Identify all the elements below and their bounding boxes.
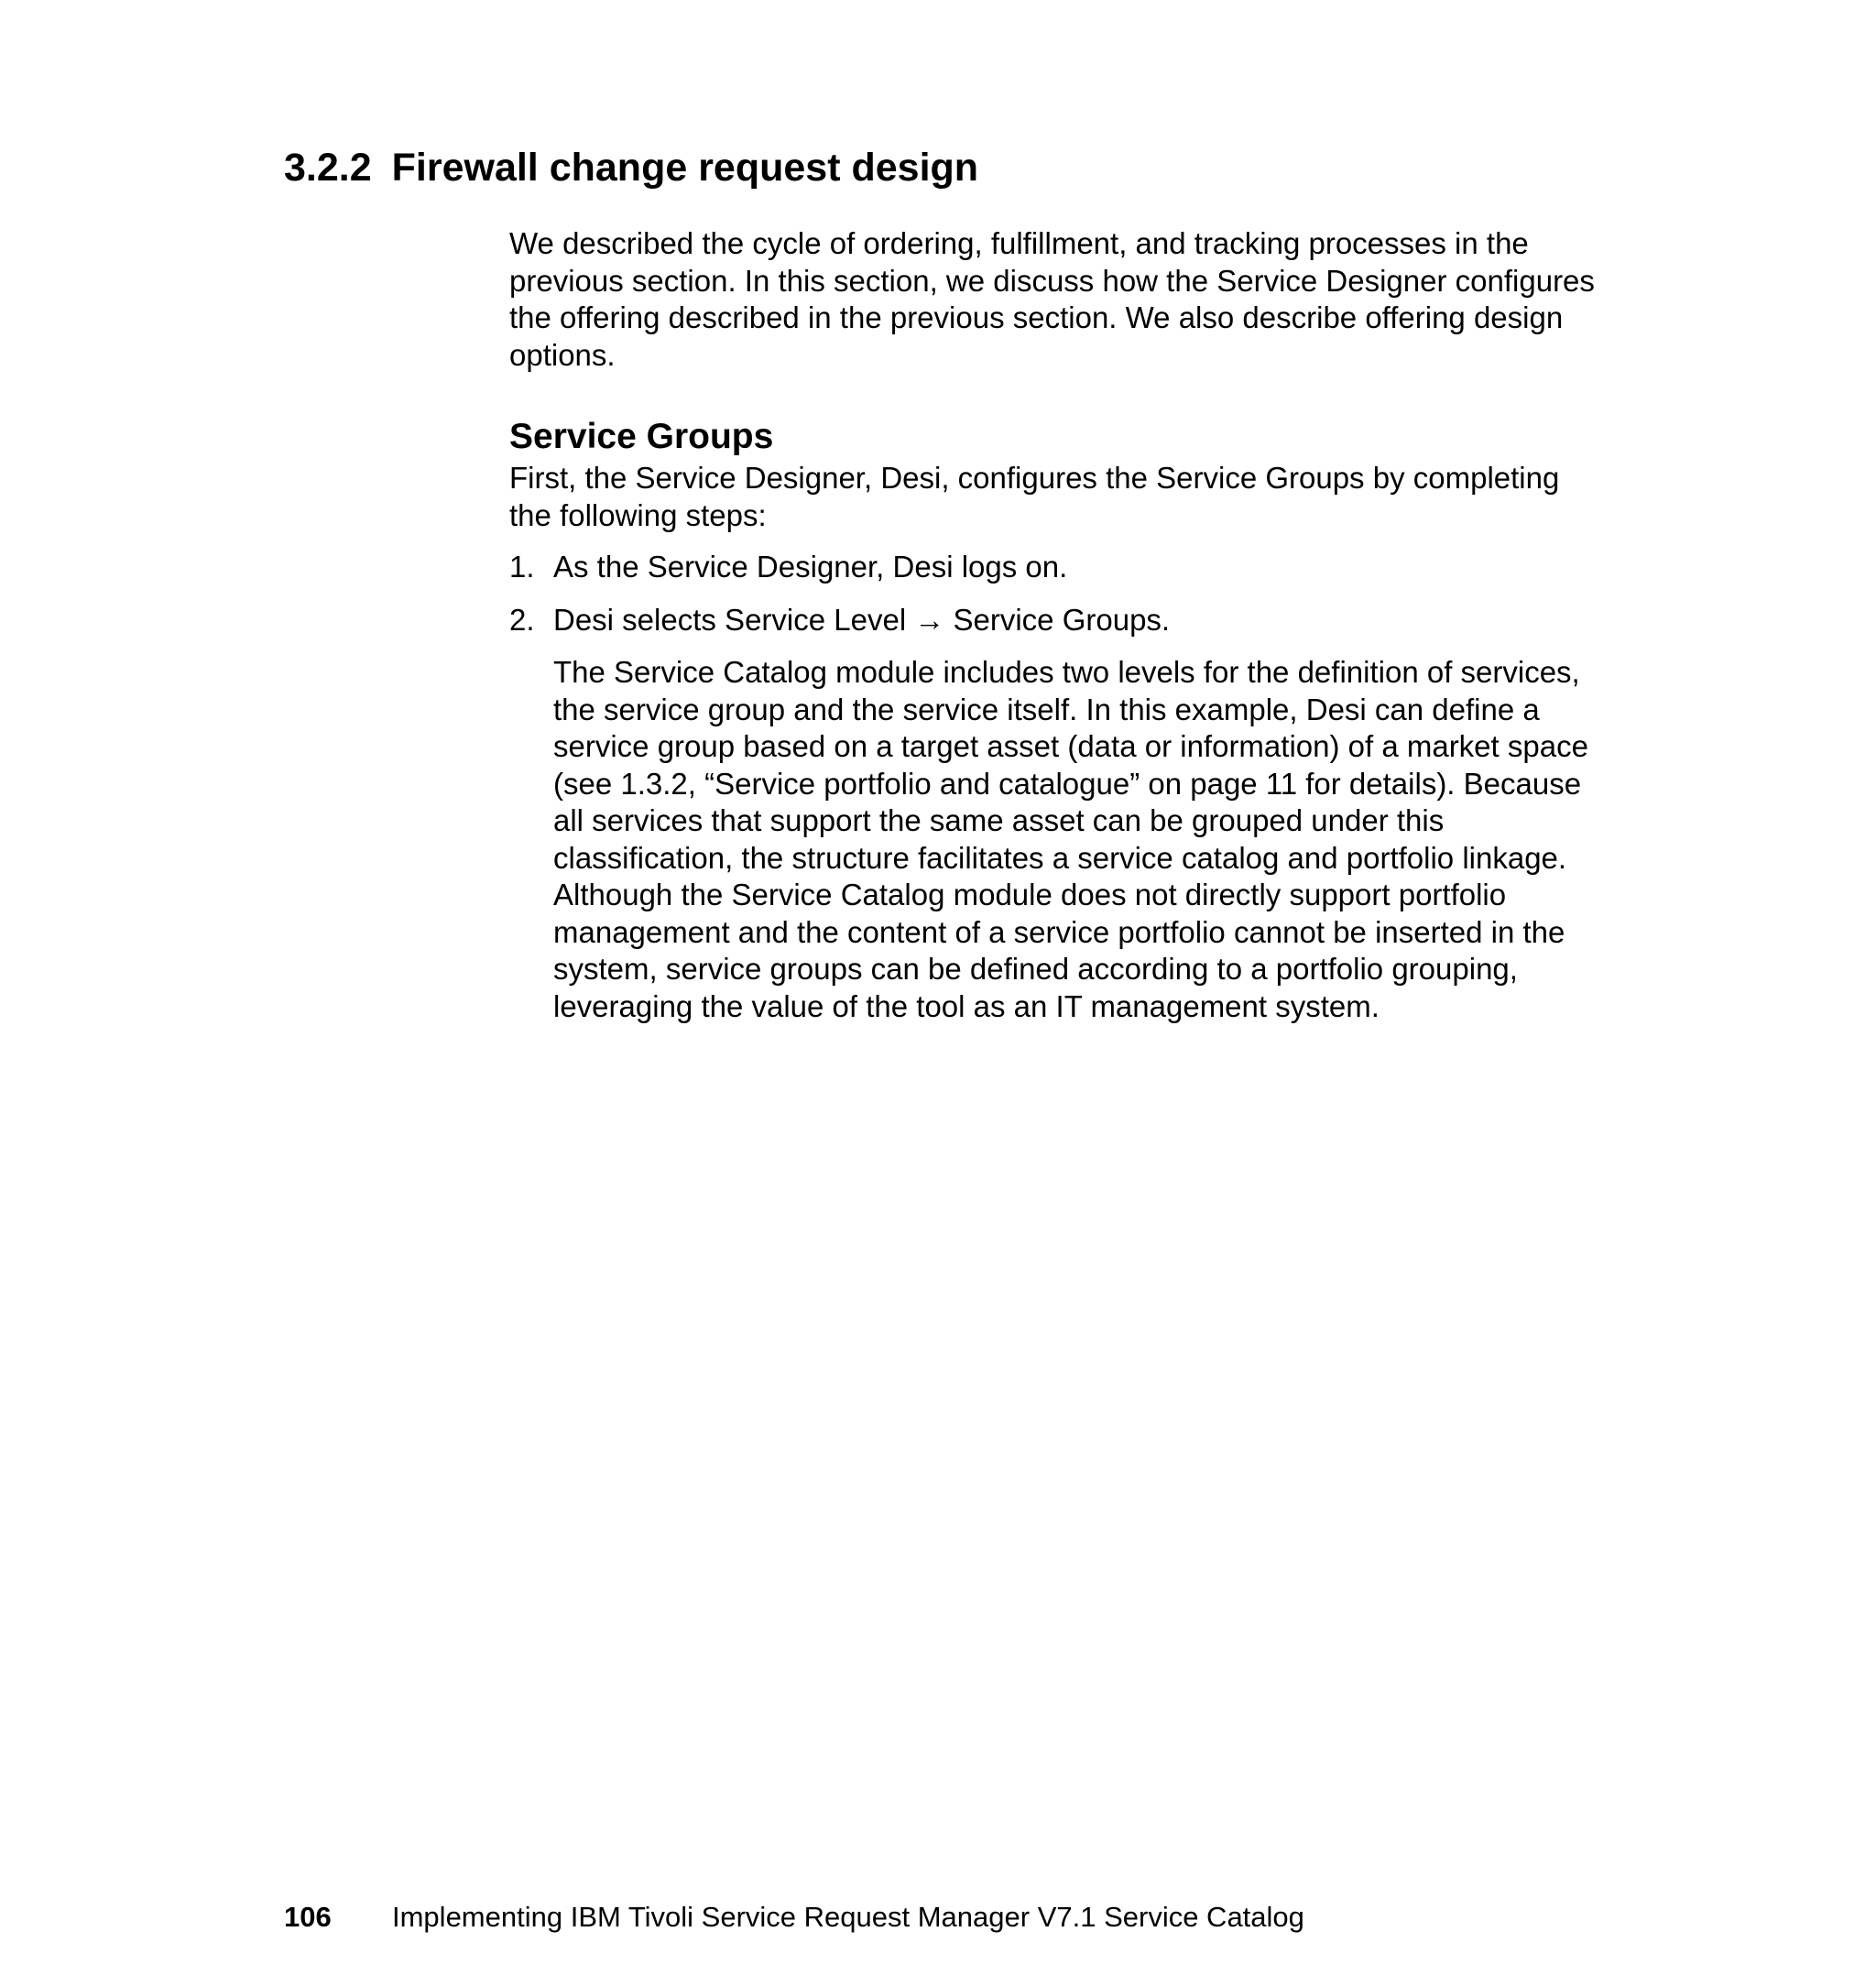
page-footer (284, 1899, 1304, 1936)
list-item (509, 549, 1609, 586)
steps-list (509, 549, 1609, 638)
section-number: 3.2.2 (284, 146, 372, 190)
step-detail-paragraph: The Service Catalog module includes two levels for the definition of services, the service group and the service itself. In this example, Desi can define a service group based on a target asset (data or information) of a market space (see 1.3.2, “Service portfolio and catalogue” on page 11 for details). Because all services that support the same asset can be grouped under this classification, the structure facilitates a service catalog and portfolio linkage. Although the Service Catalog module does not directly support portfolio management and the content of a service portfolio cannot be inserted in the system, service groups can be defined according to a portfolio grouping, leveraging the value of the tool as an IT management system. (553, 655, 1588, 1023)
body-column (509, 225, 1609, 1025)
step-number: 1. (509, 550, 535, 584)
list-item (509, 602, 1609, 639)
subsection-lead-paragraph: First, the Service Designer, Desi, configures the Service Groups by completing the following steps: (509, 461, 1560, 532)
page-number: 106 (284, 1901, 332, 1933)
step-number: 2. (509, 602, 535, 637)
section-title: Firewall change request design (391, 146, 979, 190)
step-text: Desi selects Service Level → Service Groups. (553, 602, 1171, 637)
subsection-heading: Service Groups (509, 417, 774, 456)
intro-paragraph: We described the cycle of ordering, fulfillment, and tracking processes in the previous section. In this section, we discuss how the Service Designer configures the offering described in the previous section. We also describe offering design options. (509, 226, 1595, 372)
book-title: Implementing IBM Tivoli Service Request Manager V7.1 Service Catalog (392, 1901, 1304, 1933)
step-text: As the Service Designer, Desi logs on. (553, 550, 1068, 584)
section-heading (284, 142, 978, 193)
